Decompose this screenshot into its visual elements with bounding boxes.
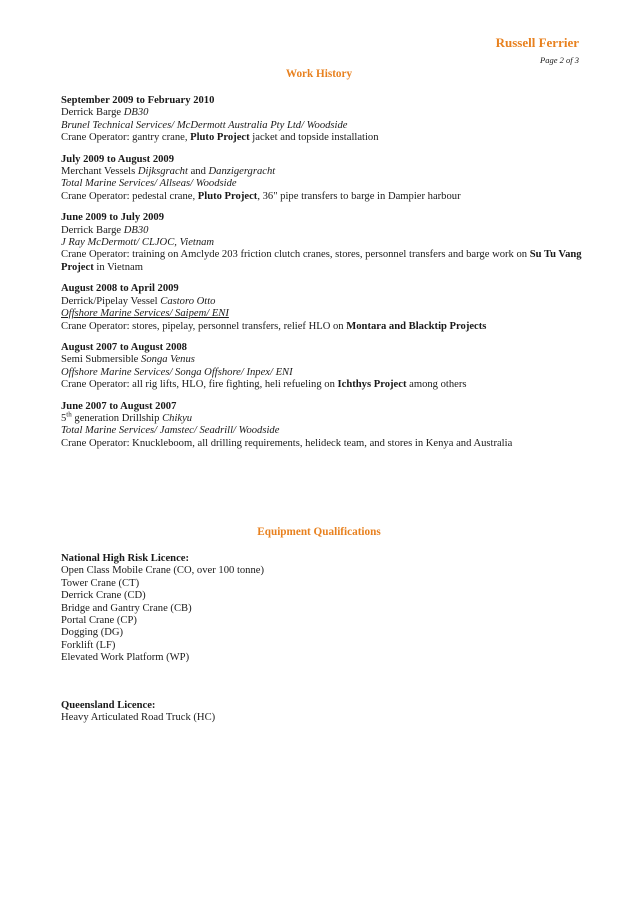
licence-item: Portal Crane (CP)	[61, 615, 137, 627]
licence-item: Derrick Crane (CD)	[61, 590, 146, 602]
entry-dates: August 2008 to April 2009	[61, 283, 179, 295]
entry-vessel: Semi Submersible Songa Venus	[61, 354, 195, 366]
entry-role: Crane Operator: training on Amclyde 203 friction clutch cranes, stores, personnel transfers and barge work on Su Tu Vang Project in Vietnam	[61, 249, 582, 273]
entry-employer: Offshore Marine Services/ Songa Offshore/ Inpex/ ENI	[61, 366, 293, 378]
entry-vessel: Derrick/Pipelay Vessel Castoro Otto	[61, 295, 216, 307]
licence-item: Bridge and Gantry Crane (CB)	[61, 602, 192, 614]
entry-employer: J Ray McDermott/ CLJOC, Vietnam	[61, 237, 215, 249]
queensland-licence-block	[61, 700, 591, 725]
licence-item: Open Class Mobile Crane (CO, over 100 tonne)	[61, 565, 265, 577]
work-entry	[61, 283, 591, 333]
work-entry	[61, 154, 591, 204]
entry-role: Crane Operator: stores, pipelay, personnel transfers, relief HLO on Montara and Blacktip Projects	[61, 320, 487, 332]
entry-dates: August 2007 to August 2008	[61, 341, 187, 353]
entry-vessel: 5th generation Drillship Chikyu	[61, 410, 193, 424]
licence-item: Dogging (DG)	[61, 627, 124, 639]
entry-role: Crane Operator: Knuckleboom, all drilling requirements, helideck team, and stores in Kenya and Australia	[61, 437, 513, 449]
work-entry	[61, 401, 591, 451]
work-entry	[61, 342, 591, 392]
work-history-title: Work History	[285, 68, 353, 80]
work-entry	[61, 95, 591, 145]
entry-role: Crane Operator: pedestal crane, Pluto Project, 36" pipe transfers to barge in Dampier harbour	[61, 190, 461, 202]
entry-dates: June 2009 to July 2009	[61, 212, 165, 224]
entry-employer: Total Marine Services/ Allseas/ Woodside	[61, 178, 237, 190]
entry-vessel: Merchant Vessels Dijksgracht and Danzigergracht	[61, 166, 276, 178]
national-licence-heading: National High Risk Licence:	[61, 553, 190, 564]
licence-item: Elevated Work Platform (WP)	[61, 652, 190, 664]
entry-dates: June 2007 to August 2007	[61, 400, 177, 412]
national-licence-block	[61, 553, 591, 665]
entry-role: Crane Operator: all rig lifts, HLO, fire fighting, heli refueling on Ichthys Project among others	[61, 379, 467, 391]
entry-dates: July 2009 to August 2009	[61, 153, 175, 165]
entry-vessel: Derrick Barge DB30	[61, 107, 149, 119]
entry-employer: Total Marine Services/ Jamstec/ Seadrill/ Woodside	[61, 425, 280, 437]
licence-item: Tower Crane (CT)	[61, 577, 140, 589]
entry-vessel: Derrick Barge DB30	[61, 224, 149, 236]
entry-dates: September 2009 to February 2010	[61, 95, 215, 106]
licence-item: Forklift (LF)	[61, 639, 116, 651]
header-name: Russell Ferrier	[495, 35, 579, 50]
header-page-number: Page 2 of 3	[540, 55, 579, 65]
entry-employer: Brunel Technical Services/ McDermott Australia Pty Ltd/ Woodside	[61, 119, 348, 131]
work-entry	[61, 212, 591, 274]
work-history-list	[61, 95, 591, 459]
equipment-qualifications-title: Equipment Qualifications	[257, 526, 381, 538]
entry-role: Crane Operator: gantry crane, Pluto Project jacket and topside installation	[61, 132, 379, 144]
entry-employer: Offshore Marine Services/ Saipem/ ENI	[61, 308, 229, 320]
queensland-licence-heading: Queensland Licence:	[61, 700, 156, 711]
licence-item: Heavy Articulated Road Truck (HC)	[61, 712, 216, 724]
